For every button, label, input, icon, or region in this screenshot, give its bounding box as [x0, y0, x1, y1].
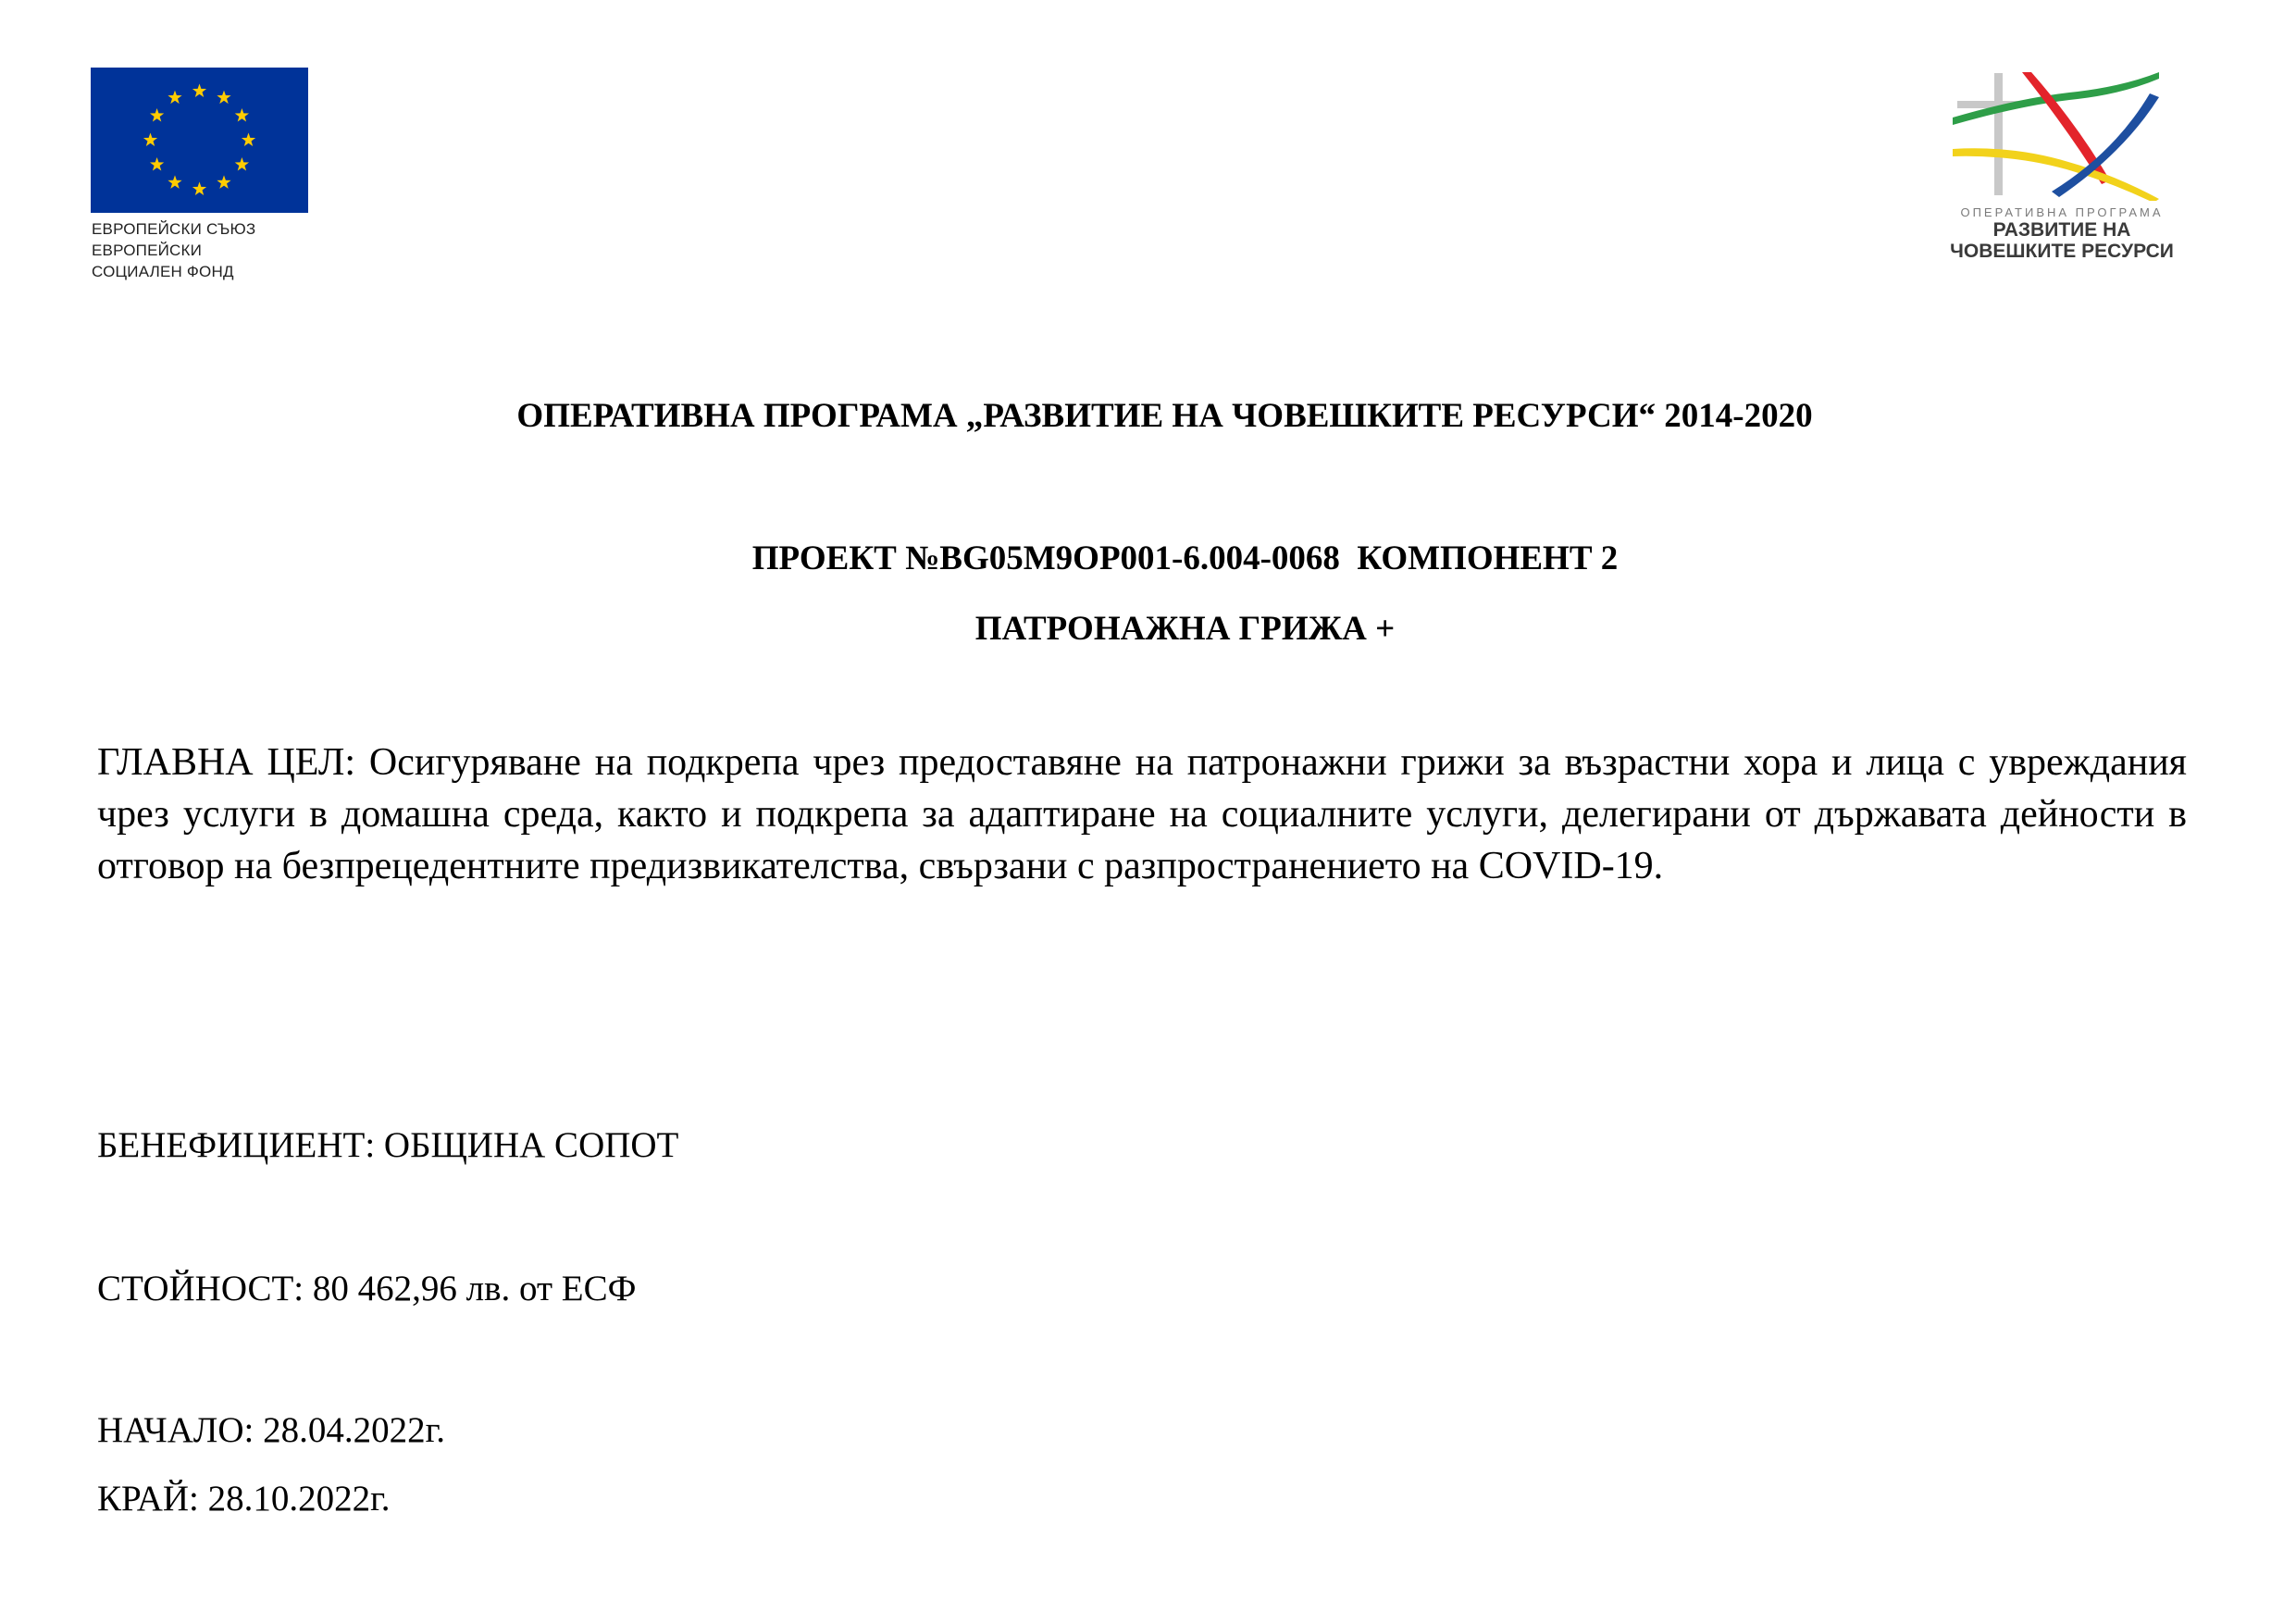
eu-star-icon: [242, 133, 255, 146]
eu-star-icon: [168, 175, 181, 188]
op-logo-subtitle: ОПЕРАТИВНА ПРОГРАМА: [1960, 205, 2164, 219]
program-title: ОПЕРАТИВНА ПРОГРАМА „РАЗВИТИЕ НА ЧОВЕШКИТЕ РЕСУРСИ“ 2014-2020: [516, 397, 1813, 435]
eu-caption-line: ЕВРОПЕЙСКИ: [92, 242, 203, 259]
eu-star-icon: [235, 157, 249, 170]
eu-star-icon: [217, 91, 230, 104]
eu-star-icon: [217, 175, 230, 188]
beneficiary-field: БЕНЕФИЦИЕНТ: ОБЩИНА СОПОТ: [97, 1125, 679, 1165]
main-goal-paragraph: ГЛАВНА ЦЕЛ: Осигуряване на подкрепа чрез предоставяне на патронажни грижи за възрастни хора и лица с увреждания чрез услуги в домашна среда, както и подкрепа за адаптиране на социалните услуги, делегирани от държавата дейности в отговор на безпрецедентните предизвикателства, свързани с разпространението на COVID-19.: [97, 741, 2187, 887]
project-name: ПАТРОНАЖНА ГРИЖА +: [974, 610, 1396, 648]
eu-caption-line: СОЦИАЛЕН ФОНД: [92, 263, 234, 280]
eu-stars-icon: [91, 68, 308, 213]
op-hrd-logo: [1939, 69, 2161, 201]
eu-star-icon: [168, 91, 181, 104]
eu-caption-line: ЕВРОПЕЙСКИ СЪЮЗ: [92, 220, 256, 238]
start-date-field: НАЧАЛО: 28.04.2022г.: [97, 1410, 445, 1450]
eu-star-icon: [150, 157, 164, 170]
eu-star-icon: [143, 133, 157, 146]
project-number: ПРОЕКТ №BG05M9OP001-6.004-0068 КОМПОНЕНТ 2: [751, 539, 1619, 577]
op-logo-name-line-1: РАЗВИТИЕ НА: [1992, 219, 2131, 241]
eu-star-icon: [235, 108, 249, 121]
op-logo-name-line-2: ЧОВЕШКИТЕ РЕСУРСИ: [1950, 241, 2174, 262]
op-hrd-ribbons-icon: [1939, 69, 2161, 201]
eu-star-icon: [150, 108, 164, 121]
value-field: СТОЙНОСТ: 80 462,96 лв. от ЕСФ: [97, 1269, 637, 1308]
eu-star-icon: [192, 182, 206, 195]
eu-flag-logo: [91, 68, 308, 213]
eu-star-icon: [192, 84, 206, 97]
end-date-field: КРАЙ: 28.10.2022г.: [97, 1479, 391, 1519]
